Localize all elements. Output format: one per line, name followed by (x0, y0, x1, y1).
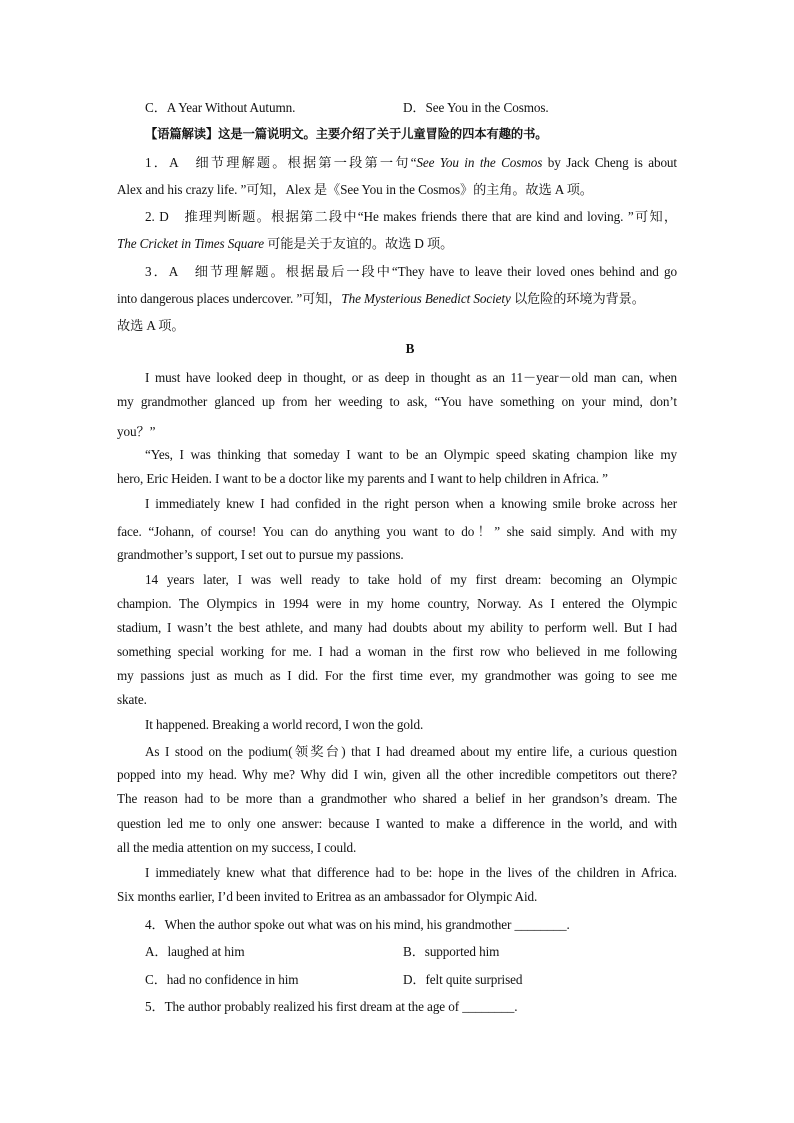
passage-line: grandmother’s support, I set out to pursue my passions. (117, 547, 404, 562)
passage-line: you？” (117, 424, 156, 439)
passage-line: champion. The Olympics in 1994 were in my home country, Norway. As I entered the Olympic (117, 596, 677, 611)
passage-line: face. “Johann, of course! You can do anything you want to do！” she said simply. And with my (117, 524, 677, 539)
passage-line: Six months earlier, I’d been invited to Eritrea as an ambassador for Olympic Aid. (117, 889, 538, 904)
passage-line: something special working for me. I had a woman in the first row who believed in me following (117, 644, 677, 659)
analysis-intro: 【语篇解读】这是一篇说明文。主要介绍了关于儿童冒险的四本有趣的书。 (145, 127, 548, 141)
analysis-1-line-2: Alex and his crazy life. ”可知，Alex 是《See You in the Cosmos》的主角。故选 A 项。 (117, 182, 593, 197)
passage-line: hero, Eric Heiden. I want to be a doctor like my parents and I want to help children in Africa. ” (117, 471, 608, 486)
question-5: 5．The author probably realized his first dream at the age of ________. (145, 999, 518, 1014)
passage-line: my grandmother glanced up from her weeding to ask, “You have something on your mind, don’t (117, 394, 677, 409)
question-4-option-d: D．felt quite surprised (403, 972, 523, 987)
passage-line: I immediately knew what that difference had to be: hope in the lives of the children in Africa. (145, 865, 677, 880)
analysis-1-line-1: 1．A 细节理解题。根据第一段第一句“See You in the Cosmos by Jack Cheng is about (145, 155, 677, 170)
passage-line: my passions just as much as I did. For the first time ever, my grandmother was going to see me (117, 668, 677, 683)
passage-line: The reason had to be more than a grandmother who shared a belief in her grandson’s dream. The (117, 791, 677, 806)
passage-line: question led me to only one answer: because I wanted to make a difference in the world, and with (117, 816, 677, 831)
analysis-2-line-1: 2. D 推理判断题。根据第二段中“He makes friends there that are kind and loving. ”可知， (145, 209, 677, 224)
passage-line: I immediately knew I had confided in the right person when a knowing smile broke across her (145, 496, 677, 511)
question-4-option-a: A．laughed at him (145, 944, 245, 959)
passage-line: It happened. Breaking a world record, I won the gold. (145, 717, 424, 732)
passage-line: popped into my head. Why me? Why did I win, given all the other incredible competitors out there? (117, 767, 677, 782)
passage-line: 14 years later, I was well ready to take hold of my first dream: becoming an Olympic (145, 572, 677, 587)
analysis-3-line-1: 3．A 细节理解题。根据最后一段中“They have to leave their loved ones behind and go (145, 264, 677, 279)
question-4-option-c: C．had no confidence in him (145, 972, 299, 987)
passage-line: skate. (117, 692, 147, 707)
passage-line: “Yes, I was thinking that someday I want to be an Olympic speed skating champion like my (145, 447, 677, 462)
passage-line: all the media attention on my success, I could. (117, 840, 357, 855)
analysis-3-line-2: into dangerous places undercover. ”可知，The Mysterious Benedict Society 以危险的环境为背景。 (117, 291, 645, 306)
question-4: 4．When the author spoke out what was on his mind, his grandmother ________. (145, 917, 570, 932)
option-c: C．A Year Without Autumn. (145, 100, 296, 115)
question-4-option-b: B．supported him (403, 944, 500, 959)
analysis-3-line-3: 故选 A 项。 (117, 318, 185, 333)
section-b-heading: B (405, 341, 415, 356)
passage-line: As I stood on the podium(领奖台) that I had dreamed about my entire life, a curious question (145, 744, 677, 759)
passage-line: stadium, I wasn’t the best athlete, and many had doubts about my ability to perform well. But I had (117, 620, 677, 635)
analysis-2-line-2: The Cricket in Times Square 可能是关于友谊的。故选 D 项。 (117, 236, 454, 251)
passage-line: I must have looked deep in thought, or as deep in thought as an 11－year－old man can, when (145, 370, 677, 385)
option-d: D．See You in the Cosmos. (403, 100, 549, 115)
